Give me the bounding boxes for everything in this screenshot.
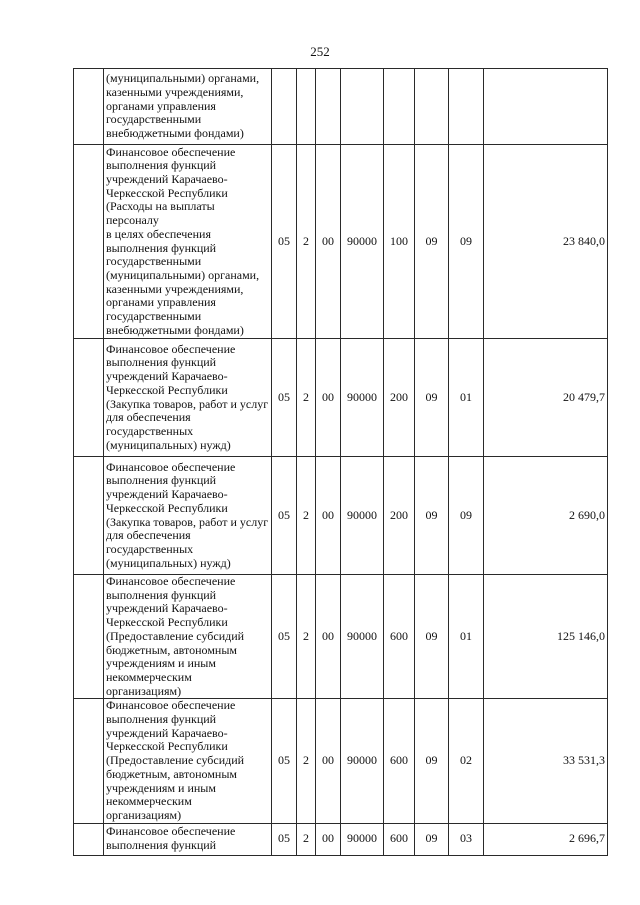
subprogram-code-cell: 2 [297, 699, 316, 823]
program-code-cell: 05 [272, 145, 297, 339]
expense-description-cell [104, 457, 272, 575]
expense-description-cell [104, 575, 272, 699]
group-code-cell: 00 [316, 457, 341, 575]
group-code-cell: 00 [316, 575, 341, 699]
program-code-cell: 05 [272, 339, 297, 457]
section-code-cell: 09 [415, 457, 449, 575]
direction-code-cell: 90000 [341, 823, 384, 855]
description-line: в целях обеспечения [106, 226, 211, 241]
expense-type-cell: 100 [384, 145, 415, 339]
direction-code-cell [341, 69, 384, 145]
description-line: Финансовое обеспечение [106, 574, 236, 588]
description-line: казенными учреждениями, [106, 281, 244, 296]
description-line: (муниципальными) органами, [106, 267, 260, 282]
description-line: учреждениям и иным [106, 780, 216, 795]
subsection-code-cell: 02 [449, 699, 484, 823]
description-line: (Закупка товаров, работ и услуг [106, 396, 269, 411]
subprogram-code-cell: 2 [297, 339, 316, 457]
table-row [74, 69, 608, 145]
row-number-cell [74, 145, 104, 339]
description-line: выполнения функций [106, 240, 217, 255]
expense-type-cell: 200 [384, 457, 415, 575]
table-row [74, 823, 608, 855]
amount-cell: 2 696,7 [484, 823, 608, 855]
expense-type-cell: 600 [384, 699, 415, 823]
description-line: для обеспечения [106, 528, 191, 543]
section-code-cell [415, 69, 449, 145]
table-row [74, 457, 608, 575]
description-line: Финансовое обеспечение [106, 144, 236, 159]
page-number: 252 [310, 44, 330, 59]
description-line: органами управления [106, 295, 216, 310]
description-line: учреждений Карачаево- [106, 487, 228, 502]
description-line: (муниципальных) нужд) [106, 555, 231, 570]
subsection-code-cell: 03 [449, 823, 484, 855]
subsection-code-cell: 01 [449, 575, 484, 699]
subsection-code-cell: 09 [449, 457, 484, 575]
expense-type-cell [384, 69, 415, 145]
row-number-cell [74, 575, 104, 699]
expense-type-cell: 200 [384, 339, 415, 457]
description-line: Черкесской Республики [106, 500, 228, 515]
description-line: Черкесской Республики [106, 615, 228, 630]
section-code-cell: 09 [415, 145, 449, 339]
program-code-cell [272, 69, 297, 145]
expense-description-cell [104, 145, 272, 339]
expense-description-cell [104, 823, 272, 855]
expense-type-cell: 600 [384, 823, 415, 855]
program-code-cell: 05 [272, 699, 297, 823]
row-number-cell [74, 699, 104, 823]
amount-cell [484, 69, 608, 145]
description-line: казенными учреждениями, [106, 84, 244, 99]
description-line: внебюджетными фондами) [106, 322, 244, 337]
description-line: выполнения функций [106, 473, 217, 488]
description-line: внебюджетными фондами) [106, 126, 244, 141]
subprogram-code-cell: 2 [297, 457, 316, 575]
section-code-cell: 09 [415, 823, 449, 855]
description-line: бюджетным, автономным [106, 642, 237, 657]
subsection-code-cell [449, 69, 484, 145]
row-number-cell [74, 823, 104, 855]
row-number-cell [74, 339, 104, 457]
description-line: учреждений Карачаево- [106, 725, 228, 740]
description-line: государственных [106, 541, 194, 556]
subsection-code-cell: 01 [449, 339, 484, 457]
program-code-cell: 05 [272, 575, 297, 699]
description-line: (муниципальных) нужд) [106, 437, 231, 452]
table-row [74, 575, 608, 699]
program-code-cell: 05 [272, 457, 297, 575]
description-line: учреждениям и иным [106, 656, 216, 671]
expense-description-cell [104, 699, 272, 823]
subprogram-code-cell [297, 69, 316, 145]
section-code-cell: 09 [415, 339, 449, 457]
description-line: учреждений Карачаево- [106, 601, 228, 616]
description-line: государственными [106, 254, 202, 269]
description-line: выполнения функций [106, 712, 217, 727]
section-code-cell: 09 [415, 575, 449, 699]
direction-code-cell: 90000 [341, 699, 384, 823]
description-line: Черкесской Республики [106, 739, 228, 754]
table-row [74, 699, 608, 823]
row-number-cell [74, 457, 104, 575]
expense-description-cell [104, 339, 272, 457]
description-line: (Закупка товаров, работ и услуг [106, 514, 269, 529]
expense-description-cell [104, 69, 272, 145]
description-line: Черкесской Республики [106, 382, 228, 397]
description-line: Финансовое обеспечение [106, 824, 236, 839]
description-line: органами управления [106, 98, 216, 113]
description-line: государственными [106, 112, 202, 127]
direction-code-cell: 90000 [341, 339, 384, 457]
description-line: учреждений Карачаево- [106, 369, 228, 384]
direction-code-cell: 90000 [341, 145, 384, 339]
group-code-cell: 00 [316, 823, 341, 855]
amount-cell: 20 479,7 [484, 339, 608, 457]
group-code-cell: 00 [316, 145, 341, 339]
subprogram-code-cell: 2 [297, 145, 316, 339]
description-line: выполнения функций [106, 355, 217, 370]
subprogram-code-cell: 2 [297, 823, 316, 855]
description-line: (Расходы на выплаты персоналу [106, 199, 215, 228]
description-line: Финансовое обеспечение [106, 341, 236, 356]
section-code-cell: 09 [415, 699, 449, 823]
description-line: учреждений Карачаево- [106, 171, 228, 186]
amount-cell: 2 690,0 [484, 457, 608, 575]
description-line: Финансовое обеспечение [106, 698, 236, 713]
description-line: бюджетным, автономным [106, 766, 237, 781]
budget-table [73, 68, 608, 856]
description-line: (муниципальными) органами, [106, 71, 260, 86]
amount-cell: 33 531,3 [484, 699, 608, 823]
row-number-cell [74, 69, 104, 145]
description-line: Черкесской Республики [106, 185, 228, 200]
description-line: государственными [106, 309, 202, 324]
description-line: (Предоставление субсидий [106, 628, 245, 643]
description-line: некоммерческим организациям) [106, 669, 192, 698]
program-code-cell: 05 [272, 823, 297, 855]
group-code-cell: 00 [316, 699, 341, 823]
amount-cell: 23 840,0 [484, 145, 608, 339]
description-line: некоммерческим организациям) [106, 794, 192, 822]
description-line: выполнения функций [106, 587, 217, 602]
direction-code-cell: 90000 [341, 575, 384, 699]
amount-cell: 125 146,0 [484, 575, 608, 699]
description-line: государственных [106, 423, 194, 438]
subprogram-code-cell: 2 [297, 575, 316, 699]
table-row [74, 339, 608, 457]
description-line: для обеспечения [106, 410, 191, 425]
description-line: выполнения функций [106, 838, 217, 853]
description-line: (Предоставление субсидий [106, 753, 245, 768]
budget-table-body [74, 69, 608, 856]
table-row [74, 145, 608, 339]
expense-type-cell: 600 [384, 575, 415, 699]
group-code-cell: 00 [316, 339, 341, 457]
subsection-code-cell: 09 [449, 145, 484, 339]
description-line: Финансовое обеспечение [106, 459, 236, 474]
group-code-cell [316, 69, 341, 145]
description-line: выполнения функций [106, 158, 217, 173]
direction-code-cell: 90000 [341, 457, 384, 575]
